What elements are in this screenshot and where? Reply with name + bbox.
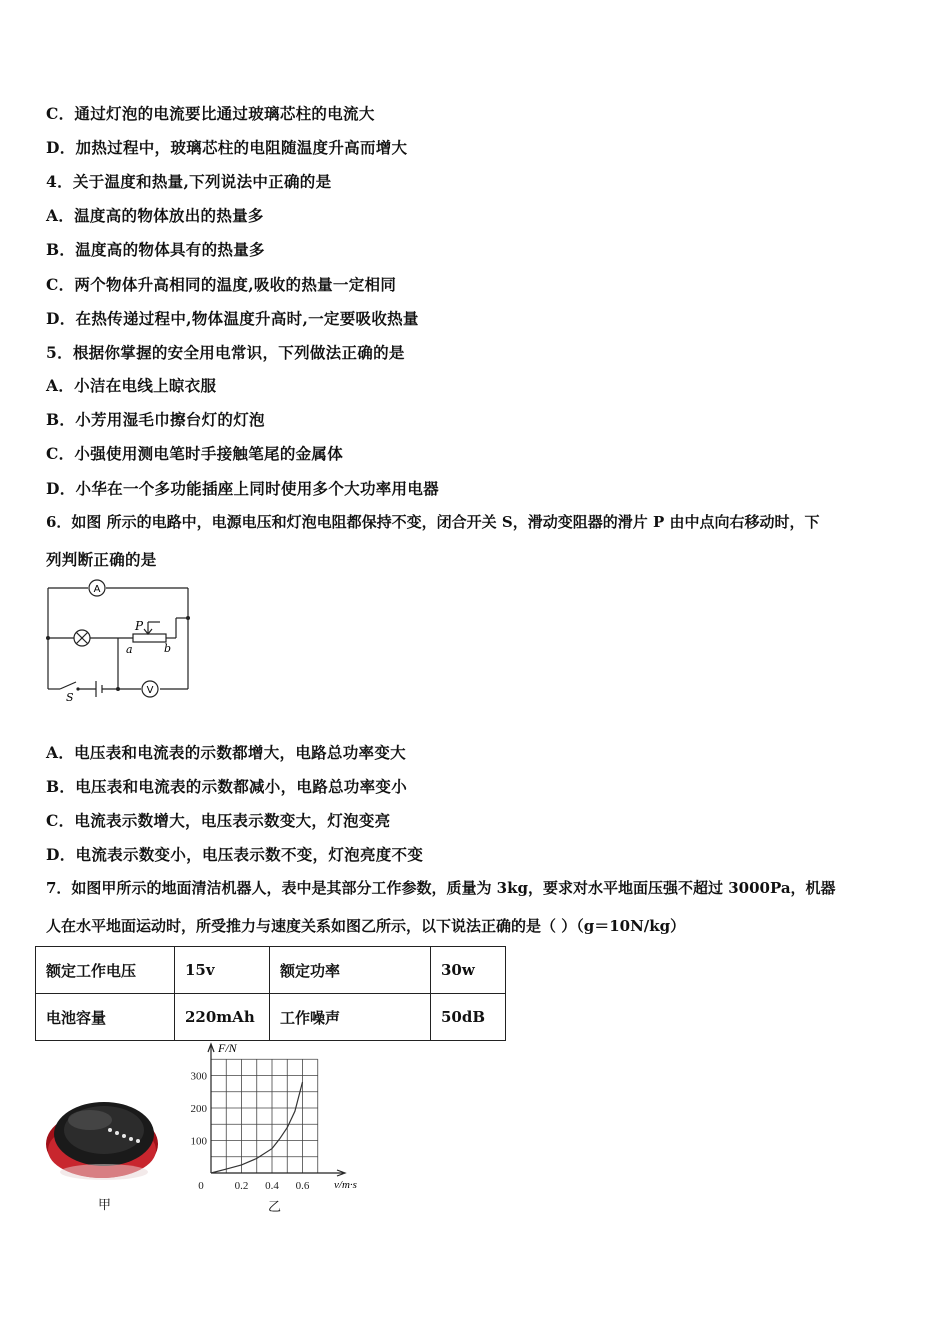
option-c-q4: C．两个物体升高相同的温度,吸收的热量一定相同 <box>46 275 397 294</box>
graph-caption: 乙 <box>268 1200 282 1215</box>
switch-label: S <box>66 691 74 704</box>
option-b-q5: B．小芳用湿毛巾擦台灯的灯泡 <box>46 410 265 429</box>
option-d-q6: D．电流表示数变小，电压表示数不变，灯泡亮度不变 <box>46 845 424 864</box>
table-cell: 220mAh <box>175 994 270 1041</box>
x-tick-label: 0.6 <box>295 1180 310 1192</box>
end-a-label: a <box>126 643 133 656</box>
table-row <box>36 947 506 994</box>
table-cell: 工作噪声 <box>270 994 431 1041</box>
y-axis-label: F/N <box>218 1041 237 1055</box>
option-c-q3: C．通过灯泡的电流要比通过玻璃芯柱的电流大 <box>46 104 375 123</box>
table-cell: 额定工作电压 <box>36 947 175 994</box>
y-tick-label: 100 <box>190 1135 207 1148</box>
option-b-q4: B．温度高的物体具有的热量多 <box>46 240 265 259</box>
table-cell: 30w <box>431 947 506 994</box>
option-b-q6: B．电压表和电流表的示数都减小，电路总功率变小 <box>46 777 408 796</box>
option-a-q6: A．电压表和电流表的示数都增大，电路总功率变大 <box>46 743 406 762</box>
x-tick-label: 0 <box>198 1180 204 1192</box>
option-a-q4: A．温度高的物体放出的热量多 <box>46 206 264 225</box>
x-tick-label: 0.4 <box>265 1180 279 1192</box>
ammeter-label: A <box>93 584 101 595</box>
question-6-cont: 列判断正确的是 <box>46 550 157 569</box>
y-tick-label: 300 <box>190 1070 207 1083</box>
option-c-q6: C．电流表示数增大，电压表示数变大，灯泡变亮 <box>46 811 391 830</box>
question-7-cont: 人在水平地面运动时，所受推力与速度关系如图乙所示，以下说法正确的是（ ）（g＝10N/kg） <box>46 917 686 935</box>
robot-caption: 甲 <box>98 1198 112 1213</box>
question-6: 6．如图 所示的电路中，电源电压和灯泡电阻都保持不变，闭合开关 S，滑动变阻器的滑片 P 由中点向右移动时，下 <box>46 513 820 531</box>
table-cell: 50dB <box>431 994 506 1041</box>
option-d-q3: D．加热过程中，玻璃芯柱的电阻随温度升高而增大 <box>46 138 408 157</box>
question-5: 5．根据你掌握的安全用电常识，下列做法正确的是 <box>46 343 405 362</box>
option-a-q5: A．小洁在电线上晾衣服 <box>46 376 217 395</box>
option-d-q4: D．在热传递过程中,物体温度升高时,一定要吸收热量 <box>46 309 419 328</box>
circuit-diagram <box>40 578 200 704</box>
question-4: 4．关于温度和热量,下列说法中正确的是 <box>46 172 332 191</box>
option-c-q5: C．小强使用测电笔时手接触笔尾的金属体 <box>46 444 344 463</box>
voltmeter-label: V <box>146 685 154 696</box>
x-axis-label: v/m·s <box>334 1179 357 1191</box>
end-b-label: b <box>164 642 172 655</box>
table-cell: 额定功率 <box>270 947 431 994</box>
table-row <box>36 994 506 1041</box>
table-cell: 15v <box>175 947 270 994</box>
robot-cleaner-image <box>44 1090 162 1186</box>
question-7: 7．如图甲所示的地面清洁机器人，表中是其部分工作参数，质量为 3kg，要求对水平地面压强不超过 3000Pa，机器 <box>46 879 836 897</box>
parameter-table <box>35 946 506 1041</box>
x-tick-label: 0.2 <box>234 1180 249 1192</box>
force-velocity-chart <box>180 1040 380 1210</box>
y-tick-label: 200 <box>190 1103 207 1115</box>
table-cell: 电池容量 <box>36 994 175 1041</box>
slider-label: P <box>135 619 144 633</box>
option-d-q5: D．小华在一个多功能插座上同时使用多个大功率用电器 <box>46 479 439 498</box>
